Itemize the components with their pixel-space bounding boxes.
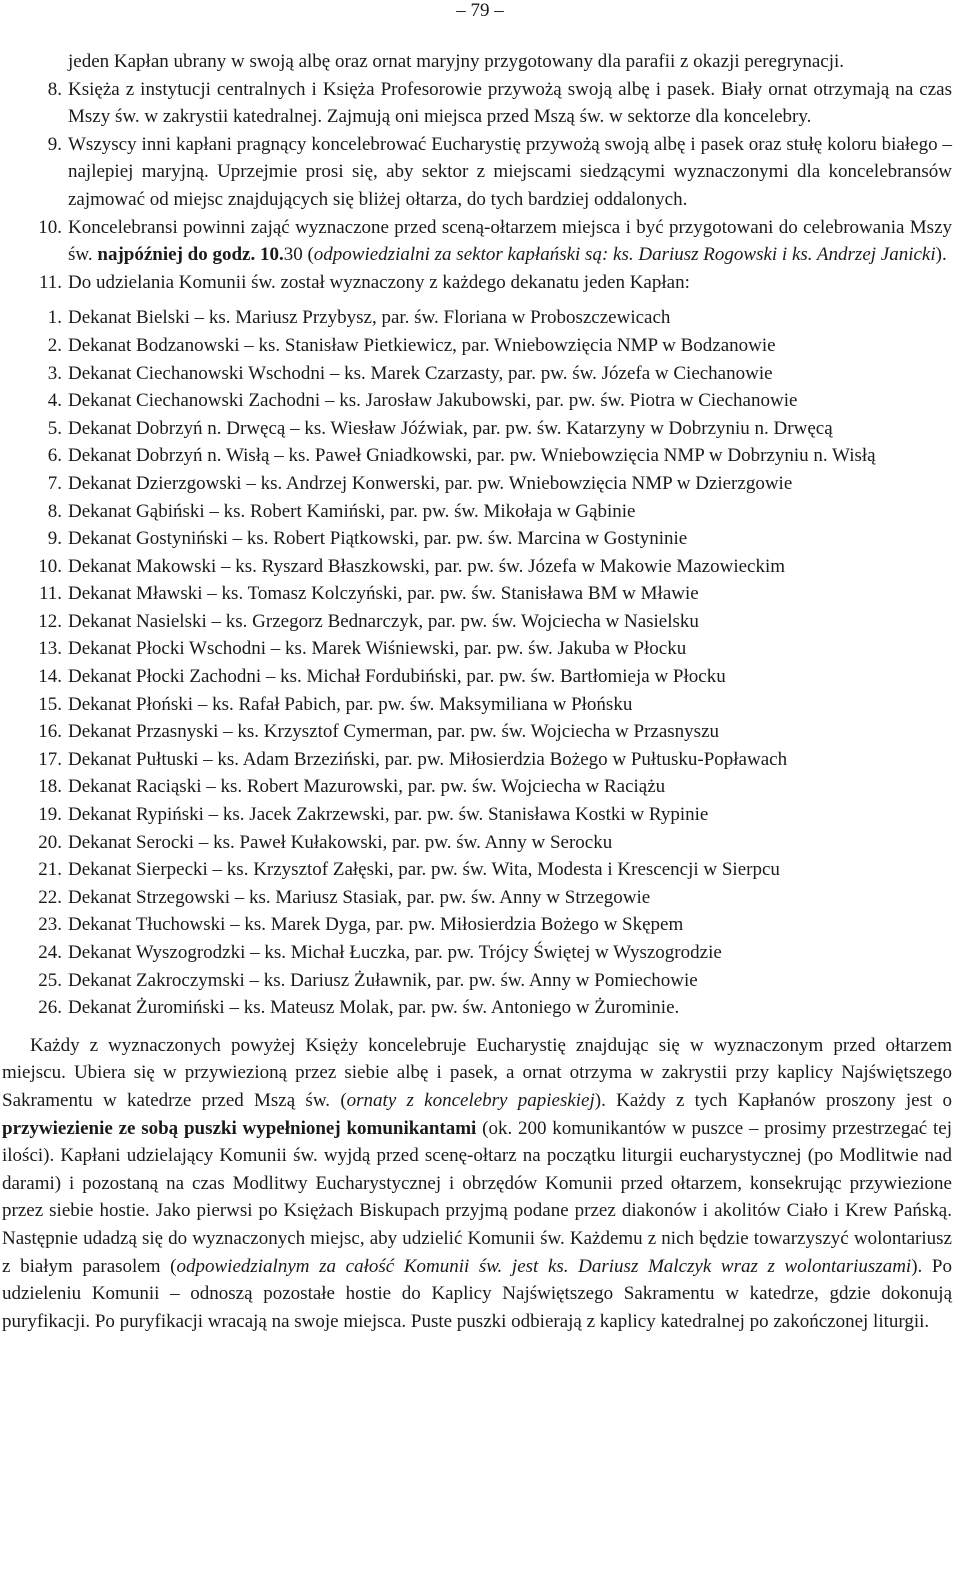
deanery-number: 19. [38,804,62,826]
paragraph-text: Każdy z wyznaczonych powyżej Księży koncelebruje Eucharystię znajdując się w wyznaczonym przed ołtarzem miejscu. Ubiera się w przywiezioną przez siebie albę i pasek, a ornat otrzyma w zakrystii przy kaplicy Najświętszego Sakramentu w katedrze przed Mszą św. ( [2,1034,952,1111]
deanery-number: 21. [38,859,62,881]
deanery-number: 2. [47,334,62,356]
deanery-item [2,801,952,829]
closing-paragraph [2,1032,952,1336]
item-text: Księża z instytucji centralnych i Księża Profesorowie przywożą swoją albę i pasek. Biały ornat otrzymają na czas Mszy św. w zakrystii katedralnej. Zajmują oni miejsca przed Mszą św. w sektorze dla koncelebry. [68,78,952,128]
deanery-number: 22. [38,886,62,908]
deanery-text: Dekanat Dobrzyń n. Drwęcą – ks. Wiesław Jóźwiak, par. pw. św. Katarzyny w Dobrzyniu n. Drwęcą [68,417,833,439]
deanery-item [2,663,952,691]
deanery-number: 3. [47,362,62,384]
deadline-bold: najpóźniej do godz. 10. [97,244,284,266]
responsible-note: odpowiedzialni za sektor kapłański są: ks. Dariusz Rogowski i ks. Andrzej Janicki [313,244,936,266]
item-text: Do udzielania Komunii św. został wyznaczony z każdego dekanatu jeden Kapłan: [68,271,690,293]
deanery-item [2,718,952,746]
deanery-list [2,304,952,1021]
deanery-number: 9. [47,528,62,550]
deanery-number: 4. [47,390,62,412]
deanery-number: 18. [38,776,62,798]
deanery-text: Dekanat Ciechanowski Zachodni – ks. Jarosław Jakubowski, par. pw. św. Piotra w Ciechanowie [68,390,798,412]
paragraph-text: ). Po udzieleniu Komunii – odnoszą pozostałe hostie do Kaplicy Najświętszego Sakramentu w katedrze, gdzie dokonują puryfikacji. Po puryfikacji wracają na swoje miejsca. Puste puszki odbierają z kaplicy katedralnej po zakończonej liturgii. [2,1255,952,1332]
deanery-item [2,967,952,995]
deanery-text: Dekanat Zakroczymski – ks. Dariusz Żuławnik, par. pw. św. Anny w Pomiechowie [68,969,698,991]
deanery-item [2,498,952,526]
deanery-number: 6. [47,445,62,467]
deanery-text: Dekanat Bodzanowski – ks. Stanisław Pietkiewicz, par. Wniebowzięcia NMP w Bodzanowie [68,334,776,356]
deanery-text: Dekanat Raciąski – ks. Robert Mazurowski, par. pw. św. Wojciecha w Raciążu [68,776,666,798]
deanery-item [2,525,952,553]
deanery-item [2,635,952,663]
deanery-text: Dekanat Nasielski – ks. Grzegorz Bednarczyk, par. pw. św. Wojciecha w Nasielsku [68,610,699,632]
deanery-text: Dekanat Tłuchowski – ks. Marek Dyga, par. pw. Miłosierdzia Bożego w Skępem [68,914,684,936]
deanery-item [2,939,952,967]
item-number: 8. [47,78,62,100]
item-number: 9. [47,133,62,155]
deanery-number: 14. [38,666,62,688]
deanery-item [2,360,952,388]
deanery-number: 8. [47,500,62,522]
deanery-text: Dekanat Gąbiński – ks. Robert Kamiński, par. pw. św. Mikołaja w Gąbinie [68,500,636,522]
deanery-item [2,773,952,801]
item-number: 10. [38,216,62,238]
deanery-number: 1. [47,307,62,329]
deanery-item [2,829,952,857]
deanery-item [2,856,952,884]
deanery-item [2,994,952,1022]
deanery-number: 5. [47,417,62,439]
page-number: – 79 – [456,0,504,21]
paragraph-text: ). Każdy z tych Kapłanów proszony jest o [594,1089,952,1111]
deanery-number: 16. [38,721,62,743]
deanery-text: Dekanat Gostyniński – ks. Robert Piątkowski, par. pw. św. Marcina w Gostyninie [68,528,688,550]
deanery-text: Dekanat Przasnyski – ks. Krzysztof Cymerman, par. pw. św. Wojciecha w Przasnyszu [68,721,720,743]
deanery-text: Dekanat Płoński – ks. Rafał Pabich, par. pw. św. Maksymiliana w Płońsku [68,693,633,715]
deanery-number: 17. [38,748,62,770]
deanery-text: Dekanat Pułtuski – ks. Adam Brzeziński, par. pw. Miłosierdzia Bożego w Pułtusku-Popławach [68,748,788,770]
deanery-item [2,608,952,636]
list-item-8 [2,76,952,131]
deanery-item [2,415,952,443]
deanery-item [2,911,952,939]
deanery-text: Dekanat Żuromiński – ks. Mateusz Molak, par. pw. św. Antoniego w Żurominie. [68,997,680,1019]
item-text-part: Koncelebransi powinni zająć wyznaczone przed sceną-ołtarzem miejsca i być przygotowani do celebrowania Mszy św. [68,216,952,266]
deanery-text: Dekanat Płocki Wschodni – ks. Marek Wiśniewski, par. pw. św. Jakuba w Płocku [68,638,687,660]
deanery-number: 26. [38,997,62,1019]
paragraph-text: (ok. 200 komunikantów w puszce – prosimy przestrzegać tej ilości). Kapłani udzielający Komunii św. wyjdą przed scenę-ołtarz na początku liturgii eucharystycznej (po Modlitwie nad darami) i pozostaną na czas Modlitwy Eucharystycznej i obrzędów Komunii przed ołtarzem, konsekrując przywiezione przez siebie hostie. Jako pierwsi po Księżach Biskupach przyjmą podane przez diakonów i akolitów Ciało i Krew Pańską. Następnie udadzą się do wyznaczonych miejsc, aby udzielić Komunii św. Każdemu z nich będzie towarzyszyć wolontariusz z białym parasolem ( [2,1117,952,1277]
list-item-11 [2,269,952,297]
deanery-number: 24. [38,942,62,963]
deanery-number: 10. [38,555,62,577]
bold-instruction: przywiezienie ze sobą puszki wypełnionej komunikantami [2,1117,477,1139]
deanery-text: Dekanat Rypiński – ks. Jacek Zakrzewski, par. pw. św. Stanisława Kostki w Rypinie [68,804,709,826]
deanery-text: Dekanat Dobrzyń n. Wisłą – ks. Paweł Gniadkowski, par. pw. Wniebowzięcia NMP w Dobrzyniu n. Wisłą [68,445,876,467]
deanery-number: 20. [38,831,62,853]
deanery-number: 25. [38,969,62,991]
deanery-item [2,442,952,470]
deanery-item [2,691,952,719]
deanery-text: Dekanat Makowski – ks. Ryszard Błaszkowski, par. pw. św. Józefa w Makowie Mazowieckim [68,555,786,577]
deanery-item [2,387,952,415]
deanery-item [2,553,952,581]
deanery-number: 12. [38,610,62,632]
list-item-continued [2,48,952,76]
deanery-number: 7. [47,472,62,494]
item-text-part: ). [935,244,947,266]
deanery-item [2,470,952,498]
deanery-text: Dekanat Wyszogrodzki – ks. Michał Łuczka, par. pw. Trójcy Świętej w Wyszogrodzie [68,942,722,963]
deanery-number: 23. [38,914,62,936]
deanery-text: Dekanat Płocki Zachodni – ks. Michał Fordubiński, par. pw. św. Bartłomieja w Płocku [68,666,726,688]
deanery-text: Dekanat Sierpecki – ks. Krzysztof Załęski, par. pw. św. Wita, Modesta i Krescencji w Sierpcu [68,859,780,881]
list-item-10 [2,214,952,269]
deanery-number: 15. [38,693,62,715]
list-item-9 [2,131,952,214]
item-text [68,214,952,269]
deanery-text: Dekanat Mławski – ks. Tomasz Kolczyński, par. pw. św. Stanisława BM w Mławie [68,583,699,605]
deanery-item [2,304,952,332]
deanery-item [2,746,952,774]
item-text: jeden Kapłan ubrany w swoją albę oraz ornat maryjny przygotowany dla parafii z okazji peregrynacji. [68,51,845,72]
deanery-text: Dekanat Serocki – ks. Paweł Kułakowski, par. pw. św. Anny w Serocku [68,831,613,853]
item-text: Wszyscy inni kapłani pragnący koncelebrować Eucharystię przywożą swoją albę i pasek oraz stułę koloru białego – najlepiej maryjną. Uprzejmie prosi się, aby sektor z miejscami siedzącymi wyznaczonymi dla koncelebransów zajmować od miejsc znajdujących się bliżej ołtarza, do tych bardziej oddalonych. [68,133,952,210]
deanery-item [2,580,952,608]
italic-note: odpowiedzialnym za całość Komunii św. jest ks. Dariusz Malczyk wraz z wolontariuszami [176,1255,912,1277]
item-number: 11. [38,271,62,293]
deanery-item [2,884,952,912]
deanery-text: Dekanat Bielski – ks. Mariusz Przybysz, par. św. Floriana w Proboszczewicach [68,307,671,329]
item-text-part: 30 ( [283,244,314,266]
deanery-text: Dekanat Strzegowski – ks. Mariusz Stasiak, par. pw. św. Anny w Strzegowie [68,886,651,908]
deanery-number: 13. [38,638,62,660]
deanery-text: Dekanat Ciechanowski Wschodni – ks. Marek Czarzasty, par. pw. św. Józefa w Ciechanowie [68,362,773,384]
deanery-text: Dekanat Dzierzgowski – ks. Andrzej Konwerski, par. pw. Wniebowzięcia NMP w Dzierzgowie [68,472,793,494]
deanery-item [2,332,952,360]
deanery-number: 11. [38,583,62,605]
page-content [2,48,952,1335]
italic-note: ornaty z koncelebry papieskiej [346,1089,595,1111]
